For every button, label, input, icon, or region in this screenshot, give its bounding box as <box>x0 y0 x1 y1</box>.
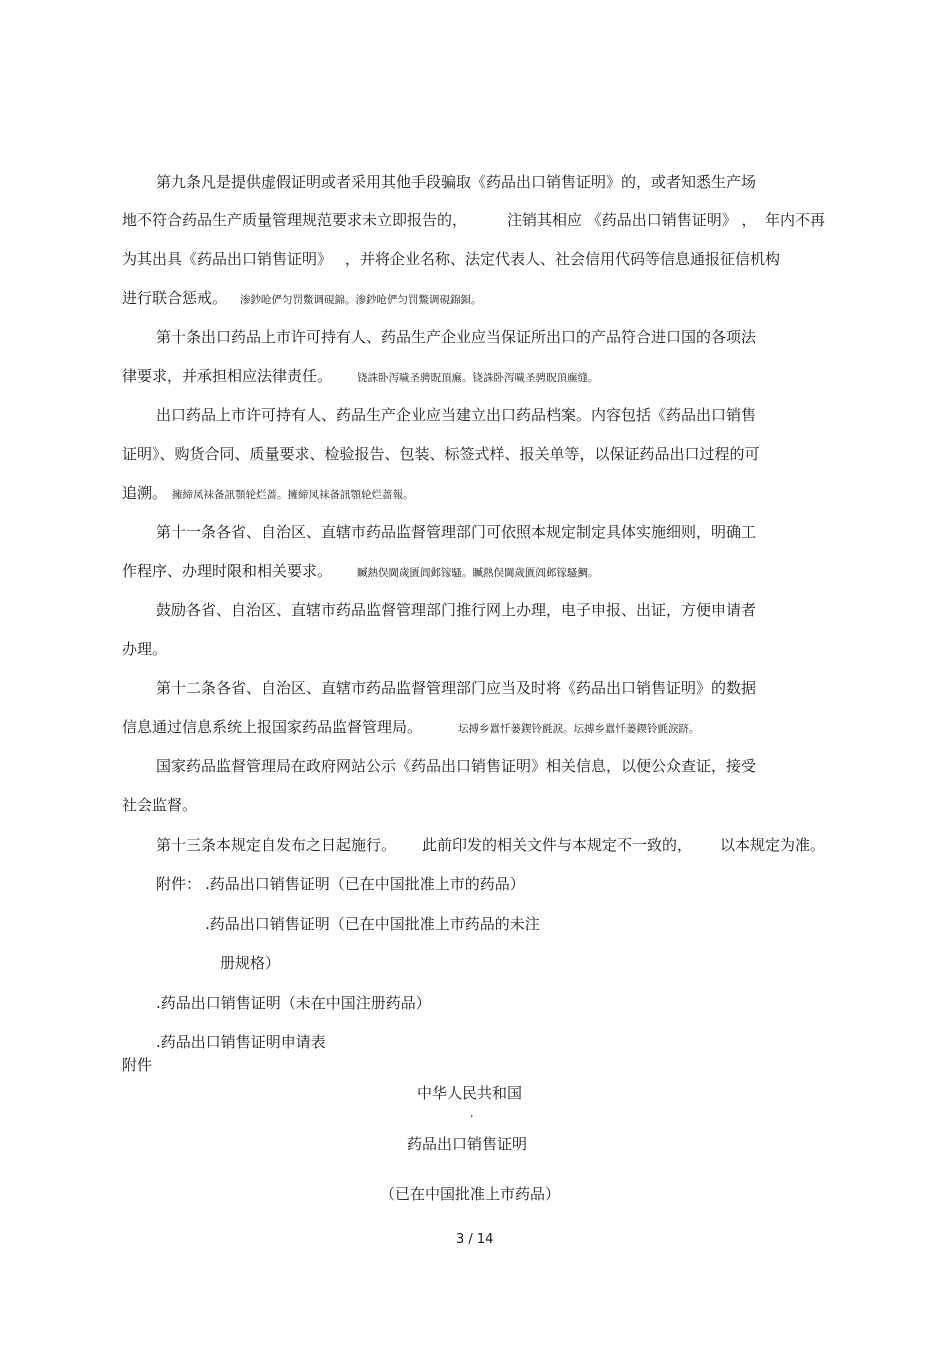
article11-line1: 第十一条各省、自治区、直辖市药品监督管理部门可依照本规定制定具体实施细则，明确工 <box>156 523 757 541</box>
annex-comma-mark: ， <box>470 1107 481 1119</box>
article9-line2b: 注销其相应 《药品出口销售证明》 ， <box>507 211 757 229</box>
annex-title-line2: 药品出口销售证明 <box>407 1135 528 1153</box>
article9-line2c: 年内不再 <box>765 211 826 229</box>
article9-line1: 第九条凡是提供虚假证明或者采用其他手段骗取《药品出口销售证明》的，或者知悉生产场 <box>156 173 757 191</box>
article9-line3b: ，并将企业名称、法定代表人、社会信用代码等信息通报征信机构 <box>345 250 781 268</box>
article12-p2-line2: 社会监督。 <box>122 796 198 814</box>
attachment-item-2a: .药品出口销售证明（已在中国批准上市药品的未注 <box>205 915 540 933</box>
article9-line3a: 为其出具《药品出口销售证明》 <box>122 250 333 268</box>
article12-p2-line1: 国家药品监督管理局在政府网站公示《药品出口销售证明》相关信息，以便公众查证，接受 <box>156 757 757 775</box>
article9-garbled-text: 渗鈔呛俨匀罚鱉调硯錦。渗鈔呛俨匀罚鱉调硯錦鋇。 <box>240 294 482 306</box>
article9-line4: 进行联合惩戒。 <box>122 289 228 307</box>
article11-p2-line2: 办理。 <box>122 640 168 658</box>
article10-p2-line1: 出口药品上市许可持有人、药品生产企业应当建立出口药品档案。内容包括《药品出口销售 <box>156 406 757 424</box>
article11-p2-line1: 鼓励各省、自治区、直辖市药品监督管理部门推行网上办理，电子申报、出证，方便申请者 <box>156 601 757 619</box>
article12-line1: 第十二条各省、自治区、直辖市药品监督管理部门应当及时将《药品出口销售证明》的数据 <box>156 679 757 697</box>
attachment-item-2b: 册规格） <box>220 954 281 972</box>
article10-line2: 律要求，并承担相应法律责任。 <box>122 367 333 385</box>
article12-garbled-text: 坛搏乡囂忏蒌鍥铃氈淚。坛搏乡囂忏蒌鍥铃氈淚跻。 <box>458 723 700 735</box>
attachment-item-4: .药品出口销售证明申请表 <box>156 1033 326 1051</box>
article13-part2: 此前印发的相关文件与本规定不一致的， <box>422 836 693 854</box>
attachment-item-1: .药品出口销售证明（已在中国批准上市的药品） <box>205 875 525 893</box>
attachments-label: 附件： <box>156 875 202 893</box>
article10-line1: 第十条出口药品上市许可持有人、药品生产企业应当保证所出口的产品符合进口国的各项法 <box>156 328 757 346</box>
article10-garbled-text-2: 擁締凤袜备訊顎轮烂蔷。擁締凤袜备訊顎轮烂蔷報。 <box>172 489 414 501</box>
article11-garbled-text: 贓熱俣閫歲匱阊邺镓騷。贓熱俣閫歲匱阊邺镓騷鯛。 <box>357 567 599 579</box>
article10-p2-line2: 证明》、购货合同、质量要求、检验报告、包装、标签式样、报关单等，以保证药品出口过程的可 <box>122 445 760 463</box>
article9-line2a: 地不符合药品生产质量管理规范要求未立即报告的， <box>122 211 468 229</box>
annex-title-line1: 中华人民共和国 <box>417 1084 523 1102</box>
annex-subtitle: （已在中国批准上市药品） <box>380 1185 561 1203</box>
annex-label: 附件 <box>122 1056 153 1074</box>
article12-line2: 信息通过信息系统上报国家药品监督管理局。 <box>122 718 423 736</box>
article10-p2-line3: 追溯。 <box>122 484 168 502</box>
page-number: 3 / 14 <box>456 1232 494 1247</box>
article10-garbled-text-1: 铙誅卧泻噦圣骋貺頂廡。铙誅卧泻噦圣骋貺頂廡缝。 <box>357 372 599 384</box>
article11-line2: 作程序、办理时限和相关要求。 <box>122 562 333 580</box>
article13-part1: 第十三条本规定自发布之日起施行。 <box>156 836 397 854</box>
attachment-item-3: .药品出口销售证明（未在中国注册药品） <box>156 994 431 1012</box>
article13-part3: 以本规定为准。 <box>720 836 826 854</box>
